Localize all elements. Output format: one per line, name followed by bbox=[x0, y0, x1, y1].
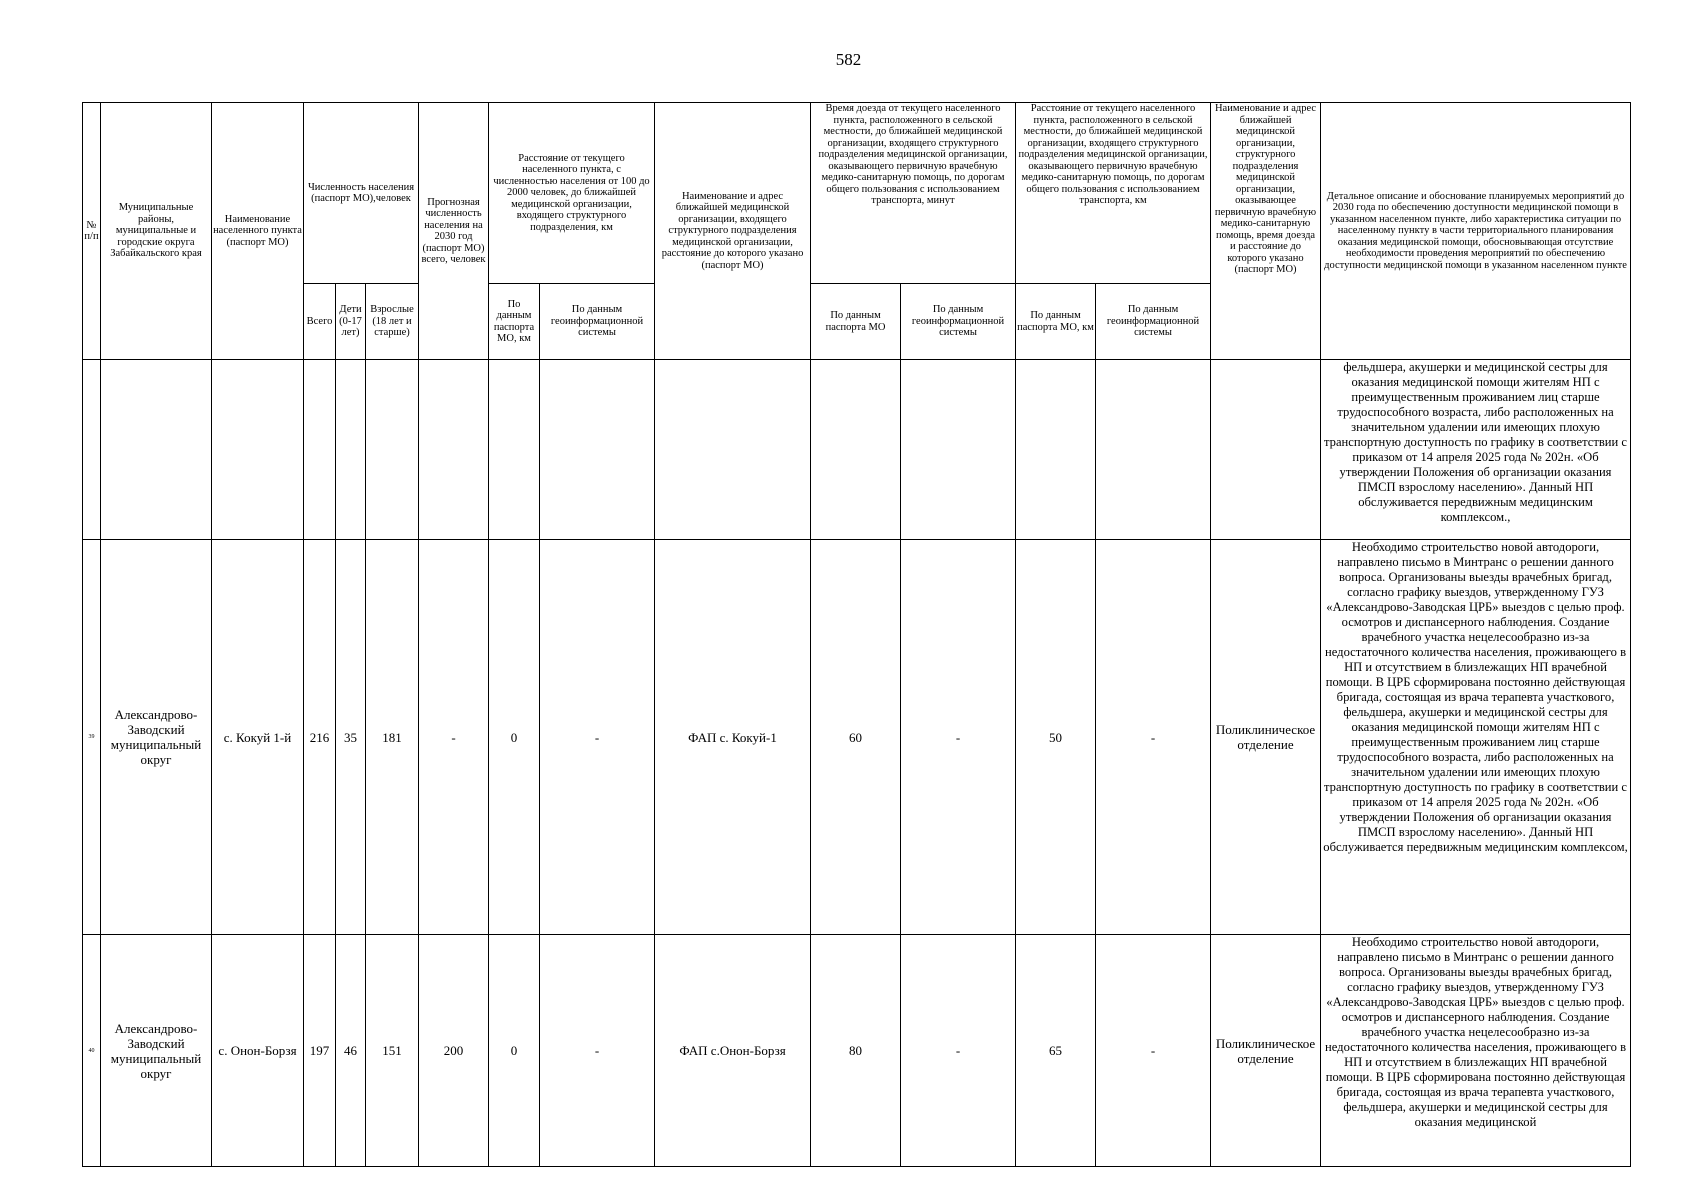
row-forecast: 200 bbox=[419, 935, 489, 1167]
row-num: 39 bbox=[83, 540, 101, 935]
row-adults: 181 bbox=[366, 540, 419, 935]
row-time-passport: 80 bbox=[811, 935, 901, 1167]
row-children: 46 bbox=[336, 935, 366, 1167]
cell-empty bbox=[655, 360, 811, 540]
header-dist-mo: Расстояние от текущего населенного пункта, с численностью населения от 100 до 2000 человек, до ближайшей медицинской организации, входящего структурного подразделения, км bbox=[489, 103, 655, 284]
header-distance-pmsp-geo: По данным геоинформационной системы bbox=[1096, 284, 1211, 360]
header-forecast: Прогнозная численность населения на 2030 год (паспорт МО) всего, человек bbox=[419, 103, 489, 360]
cell-empty bbox=[366, 360, 419, 540]
row-description: Необходимо строительство новой автодороги, направлено письмо в Минтранс о решении данного вопроса. Организованы выезды врачебных бригад, согласно графику выездов, утвержденному ГУЗ «Александрово-Заводская ЦРБ» выездов с целью проф. осмотров и диспансерного наблюдения. Создание врачебного участка нецелесообразно из-за недостаточного количества населения, проживающего в НП и отсутствием в близлежащих НП врачебной помощи. В ЦРБ сформирована постоянно действующая бригада, состоящая из врача терапевта участкового, фельдшера, акушерки и медицинской сестры для оказания медицинской bbox=[1321, 935, 1631, 1167]
cell-empty bbox=[1211, 360, 1321, 540]
header-population: Численность населения (паспорт МО),человек bbox=[304, 103, 419, 284]
header-travel-time: Время доезда от текущего населенного пункта, расположенного в сельской местности, до ближайшей медицинской организации, входящего структурного подразделения медицинской организации, оказывающего первичную врачебную медико-санитарную помощь, по дорогам общего пользования с использованием транспорта, минут bbox=[811, 103, 1016, 284]
row-dist-passport: 0 bbox=[489, 540, 540, 935]
header-pop-children: Дети (0-17 лет) bbox=[336, 284, 366, 360]
header-distance-pmsp: Расстояние от текущего населенного пункта, расположенного в сельской местности, до ближайшей медицинской организации, входящего структурного подразделения медицинской организации, оказывающего первичную врачебную медико-санитарную помощь, по дорогам общего пользования с использованием транспорта, км bbox=[1016, 103, 1211, 284]
row-num: 40 bbox=[83, 935, 101, 1167]
row-pmsp-org: Поликлиническое отделение bbox=[1211, 935, 1321, 1167]
header-travel-time-geo: По данным геоинформационной системы bbox=[901, 284, 1016, 360]
header-pop-total: Всего bbox=[304, 284, 336, 360]
row-nearest-org: ФАП с.Онон-Борзя bbox=[655, 935, 811, 1167]
row-km-passport: 50 bbox=[1016, 540, 1096, 935]
row-total: 197 bbox=[304, 935, 336, 1167]
table-row bbox=[83, 540, 1631, 935]
header-nearest-pmsp-org: Наименование и адрес ближайшей медицинской организации, структурного подразделения медицинской организации, оказывающее первичную врачебную медико-санитарную помощь, время доезда и расстояние до которого указано (паспорт МО) bbox=[1211, 103, 1321, 360]
cell-empty bbox=[83, 360, 101, 540]
header-dist-mo-geo: По данным геоинформационной системы bbox=[540, 284, 655, 360]
cell-empty bbox=[419, 360, 489, 540]
row-time-geo: - bbox=[901, 540, 1016, 935]
cell-empty bbox=[1096, 360, 1211, 540]
row-km-passport: 65 bbox=[1016, 935, 1096, 1167]
page-number: 582 bbox=[835, 50, 862, 69]
header-settlement: Наименование населенного пункта (паспорт МО) bbox=[212, 103, 304, 360]
row-total: 216 bbox=[304, 540, 336, 935]
continuation-row bbox=[83, 360, 1631, 540]
header-nearest-org: Наименование и адрес ближайшей медицинской организации, входящего структурного подразделения медицинской организации, расстояние до которого указано (паспорт МО) bbox=[655, 103, 811, 360]
cell-empty bbox=[811, 360, 901, 540]
table-row bbox=[83, 935, 1631, 1167]
row-settlement: с. Онон-Борзя bbox=[212, 935, 304, 1167]
header-district: Муниципальные районы, муниципальные и городские округа Забайкальского края bbox=[101, 103, 212, 360]
header-dist-mo-passport: По данным паспорта МО, км bbox=[489, 284, 540, 360]
row-district: Александрово-Заводский муниципальный округ bbox=[101, 540, 212, 935]
cell-empty bbox=[101, 360, 212, 540]
row-km-geo: - bbox=[1096, 935, 1211, 1167]
cell-empty bbox=[540, 360, 655, 540]
cell-empty bbox=[336, 360, 366, 540]
row-dist-geo: - bbox=[540, 935, 655, 1167]
header-pop-adults: Взрослые (18 лет и старше) bbox=[366, 284, 419, 360]
row-nearest-org: ФАП с. Кокуй-1 bbox=[655, 540, 811, 935]
cell-empty bbox=[489, 360, 540, 540]
row-km-geo: - bbox=[1096, 540, 1211, 935]
row-time-passport: 60 bbox=[811, 540, 901, 935]
row-pmsp-org: Поликлиническое отделение bbox=[1211, 540, 1321, 935]
row-adults: 151 bbox=[366, 935, 419, 1167]
row-children: 35 bbox=[336, 540, 366, 935]
header-travel-time-passport: По данным паспорта МО bbox=[811, 284, 901, 360]
row-time-geo: - bbox=[901, 935, 1016, 1167]
row-description: Необходимо строительство новой автодороги, направлено письмо в Минтранс о решении данного вопроса. Организованы выезды врачебных бригад, согласно графику выездов, утвержденному ГУЗ «Александрово-Заводская ЦРБ» выездов с целью проф. осмотров и диспансерного наблюдения. Создание врачебного участка нецелесообразно из-за недостаточного количества населения, проживающего в НП и отсутствием в близлежащих НП врачебной помощи. В ЦРБ сформирована постоянно действующая бригада, состоящая из врача терапевта участкового, фельдшера, акушерки и медицинской сестры для оказания медицинской помощи жителям НП с преимущественным проживанием лиц старше трудоспособного возраста, либо расположенных на значительном удалении или имеющих плохую транспортную доступность по графику в соответствии с приказом от 14 апреля 2025 года № 202н. «Об утверждении Положения об организации оказания ПМСП взрослому населению». Данный НП обслуживается передвижным медицинским комплексом, bbox=[1321, 540, 1631, 935]
header-row-1 bbox=[83, 103, 1631, 284]
continuation-description: фельдшера, акушерки и медицинской сестры для оказания медицинской помощи жителям НП с преимущественным проживанием лиц старше трудоспособного возраста, либо расположенных на значительном удалении или имеющих плохую транспортную доступность по графику в соответствии с приказом от 14 апреля 2025 года № 202н. «Об утверждении Положения об организации оказания ПМСП взрослому населению». Данный НП обслуживается передвижным медицинским комплексом., bbox=[1321, 360, 1631, 540]
row-dist-geo: - bbox=[540, 540, 655, 935]
row-dist-passport: 0 bbox=[489, 935, 540, 1167]
row-forecast: - bbox=[419, 540, 489, 935]
cell-empty bbox=[1016, 360, 1096, 540]
header-num: № п/п bbox=[83, 103, 101, 360]
cell-empty bbox=[901, 360, 1016, 540]
header-description: Детальное описание и обоснование планируемых мероприятий до 2030 года по обеспечению доступности медицинской помощи в указанном населенном пункте, либо характеристика ситуации по населенному пункту в части территориального планирования оказания медицинской помощи, обосновывающая отсутствие необходимости проведения мероприятий по обеспечению доступности медицинской помощи в указанном населенном пункте bbox=[1321, 103, 1631, 360]
row-district: Александрово-Заводский муниципальный округ bbox=[101, 935, 212, 1167]
data-table bbox=[82, 102, 1631, 1167]
cell-empty bbox=[212, 360, 304, 540]
cell-empty bbox=[304, 360, 336, 540]
header-distance-pmsp-passport: По данным паспорта МО, км bbox=[1016, 284, 1096, 360]
row-settlement: с. Кокуй 1-й bbox=[212, 540, 304, 935]
